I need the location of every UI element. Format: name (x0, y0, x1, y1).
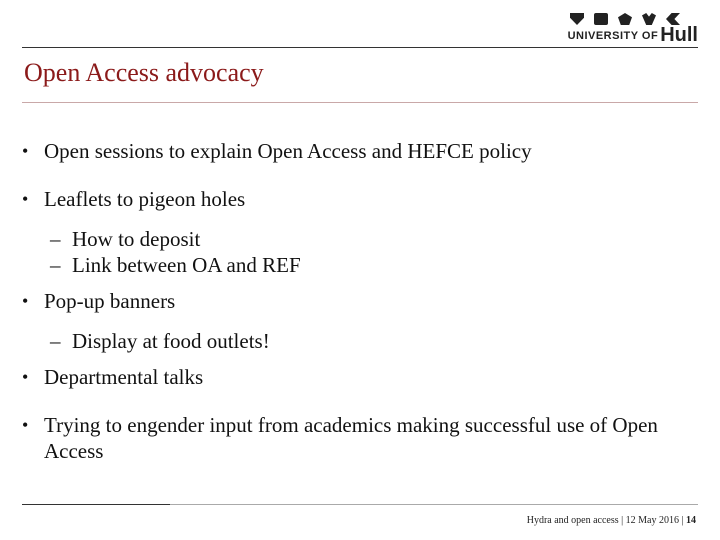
title-divider (22, 102, 698, 103)
bullet-item: • Departmental talks (22, 364, 692, 390)
sub-bullet-item: – How to deposit (22, 226, 692, 252)
footer-divider-left (22, 504, 170, 505)
footer-divider-right (170, 504, 698, 505)
bullet-item: • Pop-up banners (22, 288, 692, 314)
university-logo (558, 6, 698, 46)
logo-big-text: Hull (660, 24, 698, 46)
slide-content (22, 138, 692, 486)
sub-bullet-item: – Display at food outlets! (22, 328, 692, 354)
bullet-item: • Open sessions to explain Open Access and HEFCE policy (22, 138, 692, 164)
footer-text: Hydra and open access | 12 May 2016 (526, 515, 679, 526)
header-divider (22, 47, 698, 48)
footer-separator: | (681, 515, 684, 526)
bullet-item: • Trying to engender input from academics making successful use of Open Access (22, 412, 692, 464)
bullet-item: • Leaflets to pigeon holes (22, 186, 692, 212)
slide-footer (527, 515, 696, 526)
slide-title: Open Access advocacy (24, 58, 264, 87)
sub-bullet-item: – Link between OA and REF (22, 252, 692, 278)
sub-list (22, 226, 692, 278)
logo-wordmark (568, 24, 698, 47)
logo-small-text: UNIVERSITY OF (567, 30, 659, 42)
sub-list (22, 328, 692, 354)
page-number: 14 (686, 515, 696, 526)
